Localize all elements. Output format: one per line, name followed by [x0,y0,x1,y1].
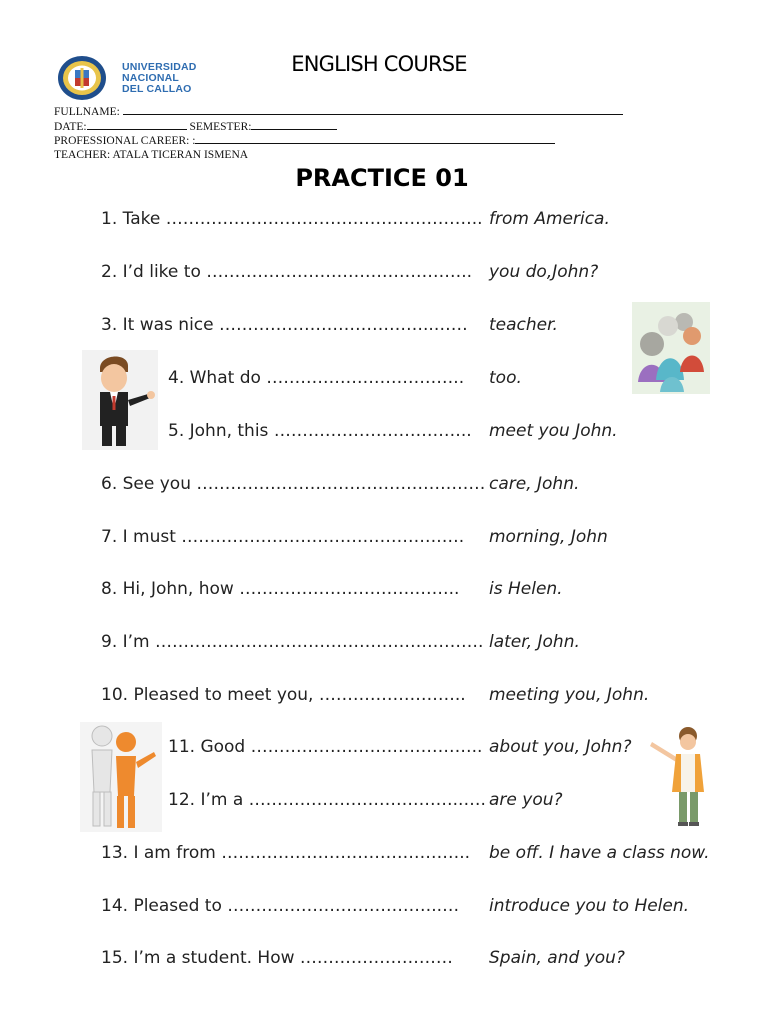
exercise-row [0,948,768,976]
date-field[interactable] [87,119,187,130]
exercise-prompt: 6. See you …………………………………………… [101,474,486,494]
exercise-prompt: 13. I am from …………………………………….. [101,843,471,863]
two-figures-icon [80,722,162,832]
student-info-fields [54,104,623,162]
exercise-option: introduce you to Helen. [489,896,690,916]
friends-group-icon [632,302,710,394]
fullname-row: FULLNAME: [54,104,623,119]
waving-woman-icon [648,722,710,832]
exercise-prompt: 11. Good ………………………………….. [168,737,483,757]
exercise-row [0,262,768,290]
date-semester-row: DATE: SEMESTER: [54,119,623,134]
exercise-prompt: 12. I’m a ………………………………..…. [168,790,486,810]
exercise-option: morning, John [489,527,608,547]
exercise-option: Spain, and you? [489,948,625,968]
exercise-option: later, John. [489,632,580,652]
exercise-prompt: 9. I’m …………………………………………………. [101,632,484,652]
career-row: PROFESSIONAL CAREER: : [54,133,623,148]
exercise-prompt: 8. Hi, John, how ………………………….…….. [101,579,460,599]
exercise-prompt: 7. I must ……………………………………….…. [101,527,465,547]
exercise-row [0,843,768,871]
exercise-option: about you, John? [489,737,632,757]
exercise-option: care, John. [489,474,580,494]
exercise-option: too. [489,368,522,388]
exercise-row [0,527,768,555]
exercise-prompt: 2. I’d like to ……………………………………….. [101,262,473,282]
exercise-row [0,474,768,502]
exercise-prompt: 5. John, this …………………………….. [168,421,472,441]
teacher-row: TEACHER: ATALA TICERAN ISMENA [54,148,249,161]
cartoon-man-icon [82,350,158,450]
exercise-option: meeting you, John. [489,685,650,705]
exercise-row [0,685,768,713]
exercise-row [0,896,768,924]
exercise-row [0,209,768,237]
exercise-prompt: 10. Pleased to meet you, …………………….. [101,685,466,705]
exercise-option: teacher. [489,315,558,335]
practice-title: PRACTICE 01 [295,164,469,192]
exercise-prompt: 1. Take ……………………………………………….. [101,209,483,229]
exercise-prompt: 14. Pleased to ………………………………..… [101,896,460,916]
exercise-prompt: 3. It was nice ………………………………..…… [101,315,468,335]
exercise-row [0,579,768,607]
fullname-field[interactable] [123,104,623,115]
university-name: UNIVERSIDAD NACIONAL DEL CALLAO [122,61,197,95]
exercise-option: be off. I have a class now. [489,843,710,863]
career-field[interactable] [195,133,555,144]
exercise-option: is Helen. [489,579,563,599]
course-title: ENGLISH COURSE [291,52,467,76]
exercise-option: you do,John? [489,262,599,282]
exercise-prompt: 15. I’m a student. How ……………………… [101,948,453,968]
exercise-option: meet you John. [489,421,618,441]
exercise-prompt: 4. What do …………………………….. [168,368,465,388]
semester-field[interactable] [251,119,337,130]
exercise-option: are you? [489,790,563,810]
exercise-option: from America. [489,209,610,229]
exercise-row [0,632,768,660]
